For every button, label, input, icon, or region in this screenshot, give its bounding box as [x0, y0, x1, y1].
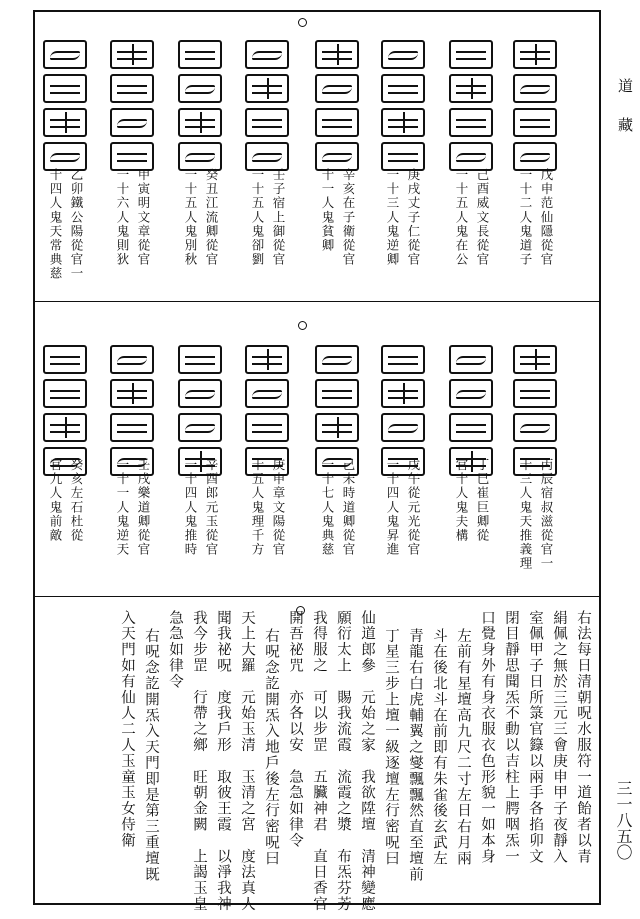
- text-column: 閉目靜思聞炁不動以吉柱上腭咽炁一: [503, 610, 519, 865]
- text-column: 丙辰宿叔滋從官一: [539, 458, 554, 571]
- text-column: 癸丑江流卿從官: [204, 168, 219, 267]
- text-column: 十四人鬼天常典慈: [48, 168, 63, 281]
- text-column: 斗在後北斗在前即有朱雀後玄武左: [431, 628, 447, 867]
- text-column: 戊午從元光從官: [406, 458, 421, 557]
- text-column: 入天門如有仙人二人玉童玉女侍衛: [119, 610, 135, 849]
- text-column: 庚申章文陽從官: [271, 458, 286, 557]
- text-column: 一十七人鬼典慈: [320, 458, 335, 557]
- text-column: 乙卯鐵公陽從官一: [69, 168, 84, 281]
- text-column: 十三人鬼天推義理: [518, 458, 533, 571]
- talisman-figure: [381, 40, 425, 176]
- talisman-figure: [110, 40, 154, 176]
- text-column: 官十人鬼夫構: [454, 458, 469, 543]
- text-column: 一十五人鬼在公: [454, 168, 469, 267]
- text-column: 右呪念訖開炁入地戶後左行密呪曰: [263, 628, 279, 867]
- text-column: 十五人鬼理千方: [250, 458, 265, 557]
- text-column: 一十四人鬼昇進: [385, 458, 400, 557]
- text-column: 官九人鬼前敵: [48, 458, 63, 543]
- page-number: 三一八五〇: [614, 780, 633, 860]
- text-column: 左前有星壇高九尺二寸左日右月兩: [455, 628, 471, 867]
- talisman-figure: [513, 40, 557, 176]
- text-column: 一十三人鬼逆卿: [385, 168, 400, 267]
- panel-divider-lower: [33, 596, 601, 597]
- text-column: 天上大羅 元始玉清 玉清之宮 度法真人: [239, 610, 255, 913]
- talisman-figure: [449, 40, 493, 176]
- text-column: 辛亥在子衛從官: [341, 168, 356, 267]
- text-column: 一十二人鬼道子: [518, 168, 533, 267]
- text-column: 甲寅明文章從官: [136, 168, 151, 267]
- text-column: 己未時道卿從官: [341, 458, 356, 557]
- talisman-figure: [245, 40, 289, 176]
- text-column: 一十五人鬼卻劉: [250, 168, 265, 267]
- binding-hole-icon: [298, 321, 307, 330]
- talisman-figure: [43, 40, 87, 176]
- margin-title-second: 藏: [616, 117, 634, 132]
- text-column: 壬戌樂道卿從官: [136, 458, 151, 557]
- text-column: 丁巳崔巨卿從: [475, 458, 490, 543]
- text-column: 一十六人鬼則狄: [115, 168, 130, 267]
- text-column: 十一人鬼貧卿: [320, 168, 335, 253]
- text-column: 急急如律令: [167, 610, 183, 690]
- text-column: 戊申范仙隱從官: [539, 168, 554, 267]
- text-column: 仙道郎參 元始之家 我欲陞壇 清神變應: [359, 610, 375, 913]
- text-column: 一十一人鬼逆天: [115, 458, 130, 557]
- text-column: 右呪念訖開炁入天門即是第三重壇既: [143, 628, 159, 883]
- text-column: 庚戌丈子仁從官: [406, 168, 421, 267]
- text-column: 室佩甲子日所箓官籙以兩手各掐卯文: [527, 610, 543, 865]
- text-column: 壬子宿上御從官: [271, 168, 286, 267]
- text-column: 青龍右白虎輔翼之燮飄飄然直至壇前: [407, 628, 423, 883]
- text-column: 丁星三步上壇一級逐壇左行密呪曰: [383, 628, 399, 867]
- text-column: 願衍太上 賜我流霞 流霞之漿 布炁芬芳: [335, 610, 351, 913]
- text-column: 開吾祕咒 亦各以安 急急如律令: [287, 610, 303, 849]
- text-column: 我今步罡 行帶之鄉 旺朝金闕 上謁玉皇: [191, 610, 207, 913]
- margin-title: 道: [616, 78, 634, 93]
- text-column: 一十四人鬼推時: [183, 458, 198, 557]
- text-column: 一十五人鬼別秋: [183, 168, 198, 267]
- panel-divider-upper: [33, 301, 601, 302]
- text-column: 絹佩之無於三元三會庚申甲子夜靜入: [551, 610, 567, 865]
- talisman-figure: [178, 40, 222, 176]
- binding-hole-icon: [298, 18, 307, 27]
- text-column: 辛酉郎元玉從官: [204, 458, 219, 557]
- talisman-figure: [315, 40, 359, 176]
- text-column: 口覺身外有身衣服衣色形貌一如本身: [479, 610, 495, 865]
- text-column: 癸亥左石杜從: [69, 458, 84, 543]
- text-column: 我得服之 可以步罡 五臟神君 直日香官: [311, 610, 327, 913]
- text-column: 己酉威文長從官: [475, 168, 490, 267]
- text-column: 右法每日清朝呪水服符一道飴者以青: [575, 610, 591, 865]
- text-column: 聞我祕呪 度我戶形 取彼王霞 以淨我神: [215, 610, 231, 913]
